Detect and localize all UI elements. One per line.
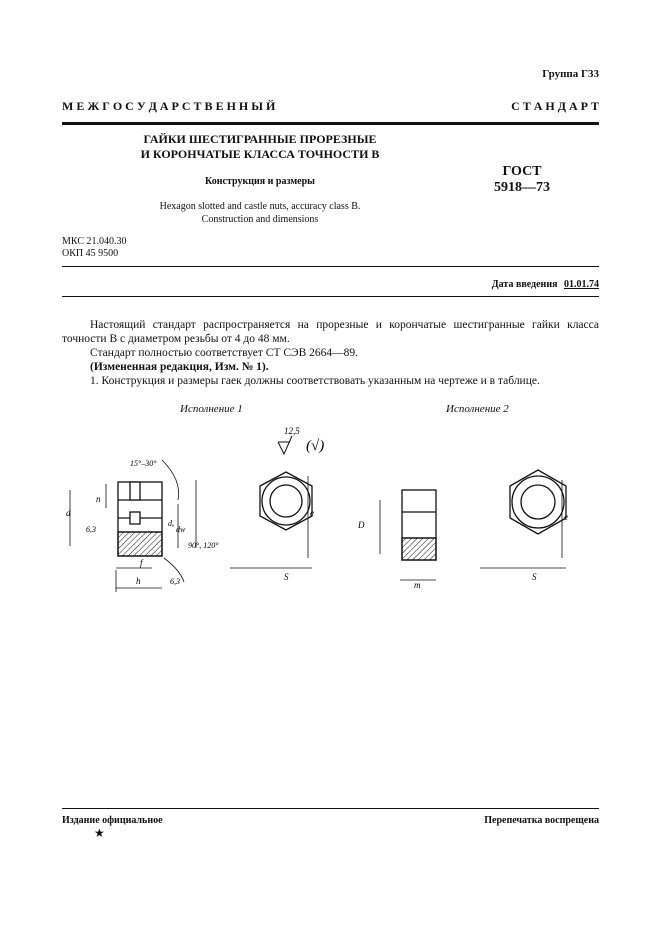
label-roughness-a: 6,3 [86, 525, 96, 534]
label-roughness-b: 6,3 [170, 577, 180, 586]
version2-side-view [380, 490, 436, 580]
title-ru-line2: И КОРОНЧАТЫЕ КЛАССА ТОЧНОСТИ В [140, 147, 380, 161]
date-rule [62, 296, 599, 297]
caption-version-2: Исполнение 2 [446, 403, 509, 415]
label-h: h [136, 576, 141, 586]
label-da: dₐ [168, 519, 175, 528]
label-e2: e [564, 512, 568, 522]
classification-codes [62, 236, 126, 260]
header-rule [62, 122, 599, 125]
paragraph-design: 1. Конструкция и размеры гаек должны соответствовать указанным на чертеже и в таблице. [90, 375, 540, 387]
codes-rule [62, 266, 599, 267]
version1-hatched-section [118, 532, 162, 556]
roughness-symbol [278, 436, 292, 454]
intro-date-label: Дата введения [491, 279, 558, 290]
body-text [62, 318, 599, 388]
paragraph-amendment: (Измененная редакция, Изм. № 1). [90, 361, 269, 373]
banner-word-1: М Е Ж Г О С У Д А Р С Т В Е Н Н Ы Й [62, 99, 276, 113]
label-f: f [140, 558, 143, 568]
gost-code: 5918—73 [494, 180, 550, 195]
label-angle-top: 15°–30° [130, 459, 157, 468]
caption-version-1: Исполнение 1 [180, 403, 243, 415]
version2-hatched-section [402, 538, 436, 560]
title-en-line2: Construction and dimensions [201, 214, 319, 225]
title-ru-line1: ГАЙКИ ШЕСТИГРАННЫЕ ПРОРЕЗНЫЕ [143, 132, 377, 146]
label-n: n [96, 494, 101, 504]
mks-code: МКС 21.040.30 [62, 236, 127, 247]
official-edition: Издание официальное [62, 815, 163, 826]
label-angle-side: 90°, 120° [188, 541, 219, 550]
standard-banner [62, 99, 599, 114]
label-s1: S [284, 572, 289, 582]
banner-word-2: С Т А Н Д А Р Т [511, 99, 599, 113]
reprint-prohibited: Перепечатка воспрещена [484, 815, 599, 826]
label-m: m [414, 580, 421, 590]
paragraph-scope: Настоящий стандарт распространяется на прорезные и корончатые шестигранные гайки класса точности В с диаметром резьбы от 4 до 48 мм. [62, 319, 599, 345]
footer-rule [62, 808, 599, 809]
version1-top-view [230, 472, 312, 568]
title-en [100, 200, 420, 226]
label-dw: dw [176, 525, 186, 534]
gost-label: ГОСТ [502, 164, 542, 179]
title-en-line1: Hexagon slotted and castle nuts, accuracy class B. [159, 201, 361, 212]
intro-date [492, 279, 599, 290]
roughness-value: 12,5 [284, 426, 300, 436]
label-D: D [358, 520, 365, 530]
star-icon: ★ [94, 826, 105, 840]
label-s2: S [532, 572, 537, 582]
version2-top-view [480, 470, 566, 568]
group-code: Группа Г33 [542, 68, 599, 80]
gost-number [494, 164, 550, 196]
intro-date-value: 01.01.74 [564, 279, 599, 290]
label-d: d [66, 508, 71, 518]
nut-drawings [60, 420, 620, 610]
roughness-check: (√) [306, 438, 325, 454]
label-e1: e [310, 508, 314, 518]
okp-code: ОКП 45 9500 [62, 248, 119, 259]
subtitle-ru: Конструкция и размеры [205, 176, 315, 187]
title-ru [100, 132, 420, 162]
paragraph-compliance: Стандарт полностью соответствует СТ СЭВ 2664—89. [90, 347, 359, 359]
